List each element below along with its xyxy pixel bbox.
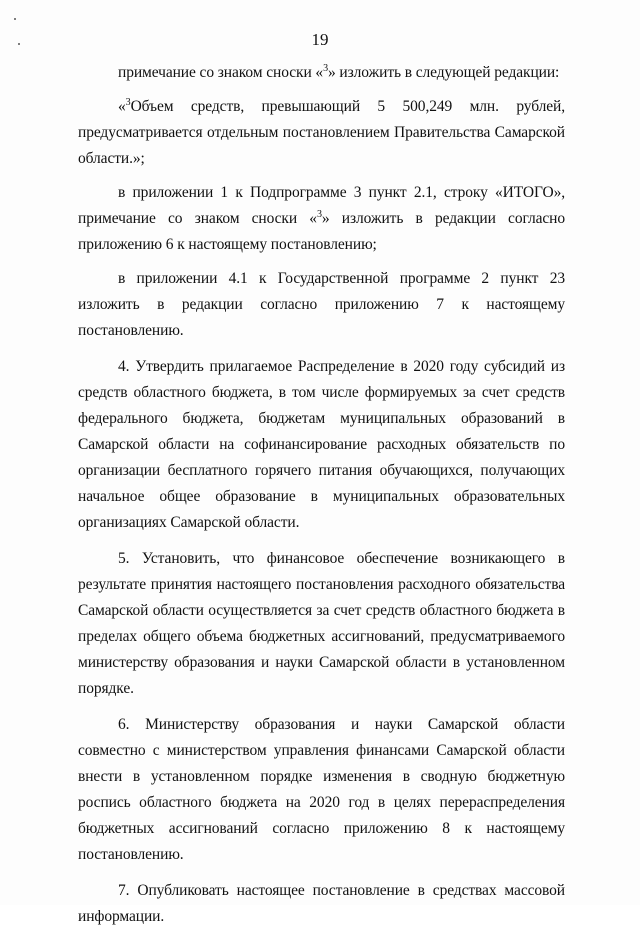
footnote-mark: 3 [323, 63, 328, 74]
paragraph-item-4: 4. Утвердить прилагаемое Распределение в 2020 году субсидий из средств областного бюджета, в том числе формируемых за счет средств федерального бюджета, бюджетам муниципальных образований в Самарской области на софинансирование расходных обязательств по организации бесплатного горячего питания обучающихся, получающих начальное общее образование в муниципальных образовательных организациях Самарской области. [78, 358, 565, 531]
paragraph-footnote-intro: примечание со знаком сноски «$^3$» изложить в следующей редакции: [118, 63, 560, 81]
footnote-mark: 3 [125, 97, 131, 108]
footnote-mark: 3 [316, 209, 322, 220]
paragraph-item-6: 6. Министерству образования и науки Самарской области совместно с министерством управления финансами Самарской области внести в установленном порядке изменения в сводную бюджетную роспись областного бюджета на 2020 год в целях перераспределения бюджетных ассигнований согласно приложению 8 к настоящему постановлению. [78, 716, 565, 863]
page-number: 19 [311, 30, 329, 49]
paragraph-item-5: 5. Установить, что финансовое обеспечение возникающего в результате принятия настоящего постановления расходного обязательства Самарской области осуществляется за счет средств областного бюджета в пределах общего объема бюджетных ассигнований, предусматриваемого министерству образования и науки Самарской области в установленном порядке. [78, 550, 565, 697]
paragraph-appendix-4-1: в приложении 4.1 к Государственной программе 2 пункт 23 изложить в редакции согласно приложению 7 к настоящему постановлению. [78, 270, 565, 339]
scan-speck [14, 18, 16, 20]
paragraph-appendix-1: в приложении 1 к Подпрограмме 3 пункт 2.1, строку «ИТОГО», примечание со знаком сноски «$^3$» изложить в редакции согласно приложению 6 к настоящему постановлению; [78, 184, 565, 253]
paragraph-footnote-text: «$^3$Объем средств, превышающий 5 500,249 млн. рублей, предусматривается отдельным постановлением Правительства Самарской области.»; [78, 97, 565, 167]
paragraph-item-7: 7. Опубликовать настоящее постановление в средствах массовой информации. [78, 882, 565, 925]
document-body [78, 60, 565, 930]
